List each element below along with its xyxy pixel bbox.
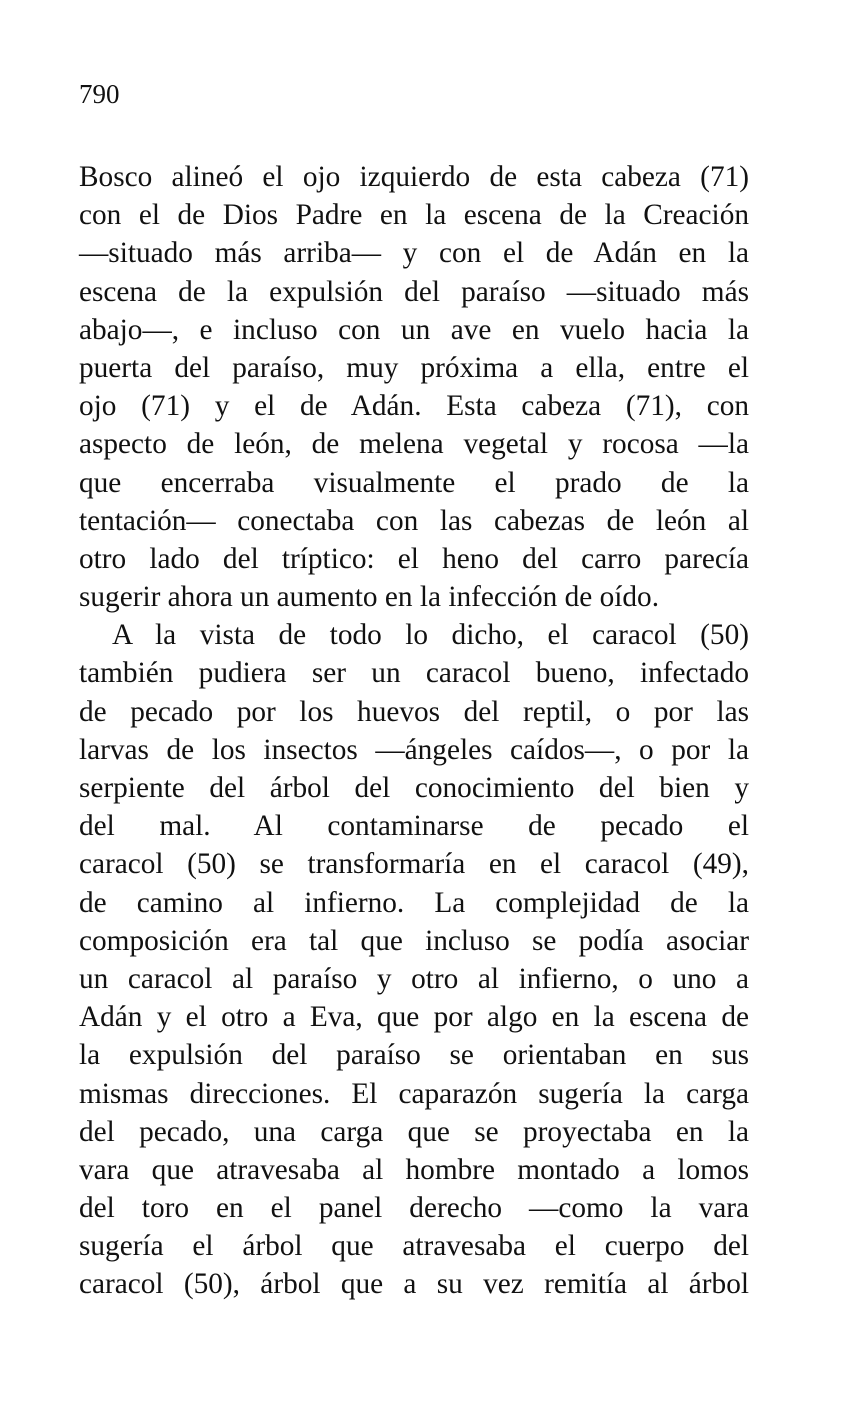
text-line: —situado más arriba— y con el de Adán en la	[79, 237, 749, 270]
page-number: 790	[79, 79, 120, 109]
text-line: caracol (50) se transformaría en el caracol (49),	[79, 848, 749, 881]
text-line: abajo—, e incluso con un ave en vuelo hacia la	[79, 313, 749, 346]
text-line: del pecado, una carga que se proyectaba en la	[79, 1115, 749, 1148]
text-line: composición era tal que incluso se podía asociar	[79, 924, 749, 957]
paragraph	[79, 158, 749, 616]
text-line: A la vista de todo lo dicho, el caracol (50)	[112, 619, 749, 652]
text-line: del mal. Al contaminarse de pecado el	[79, 810, 749, 843]
text-line: sugería el árbol que atravesaba el cuerpo del	[79, 1230, 749, 1263]
text-line: vara que atravesaba al hombre montado a lomos	[79, 1153, 749, 1186]
text-line: un caracol al paraíso y otro al infierno, o uno a	[79, 962, 749, 995]
text-line: ojo (71) y el de Adán. Esta cabeza (71), con	[79, 390, 749, 423]
text-line: que encerraba visualmente el prado de la	[79, 466, 749, 499]
body-text	[79, 158, 749, 1304]
text-line: Bosco alineó el ojo izquierdo de esta cabeza (71)	[79, 161, 749, 193]
text-line: de pecado por los huevos del reptil, o por las	[79, 695, 749, 728]
text-line: Adán y el otro a Eva, que por algo en la escena de	[79, 1001, 749, 1034]
text-line: caracol (50), árbol que a su vez remitía al árbol	[79, 1268, 749, 1301]
text-line: de camino al infierno. La complejidad de la	[79, 886, 749, 919]
text-line: larvas de los insectos —ángeles caídos—, o por la	[79, 733, 749, 766]
text-line: serpiente del árbol del conocimiento del bien y	[79, 772, 749, 804]
text-line: mismas direcciones. El caparazón sugería la carga	[79, 1077, 749, 1110]
text-line: con el de Dios Padre en la escena de la Creación	[79, 199, 749, 232]
text-line: la expulsión del paraíso se orientaban en sus	[79, 1039, 749, 1072]
text-line: otro lado del tríptico: el heno del carro parecía	[79, 542, 749, 575]
text-line: también pudiera ser un caracol bueno, infectado	[79, 657, 749, 690]
text-line: aspecto de león, de melena vegetal y rocosa —la	[79, 428, 749, 461]
text-line: sugerir ahora un aumento en la infección de oído.	[79, 581, 660, 614]
text-line: tentación— conectaba con las cabezas de león al	[79, 504, 749, 537]
text-line: escena de la expulsión del paraíso —situado más	[79, 275, 749, 308]
paragraph	[79, 616, 749, 1303]
text-line: puerta del paraíso, muy próxima a ella, entre el	[79, 351, 749, 384]
text-line: del toro en el panel derecho —como la vara	[79, 1192, 749, 1225]
